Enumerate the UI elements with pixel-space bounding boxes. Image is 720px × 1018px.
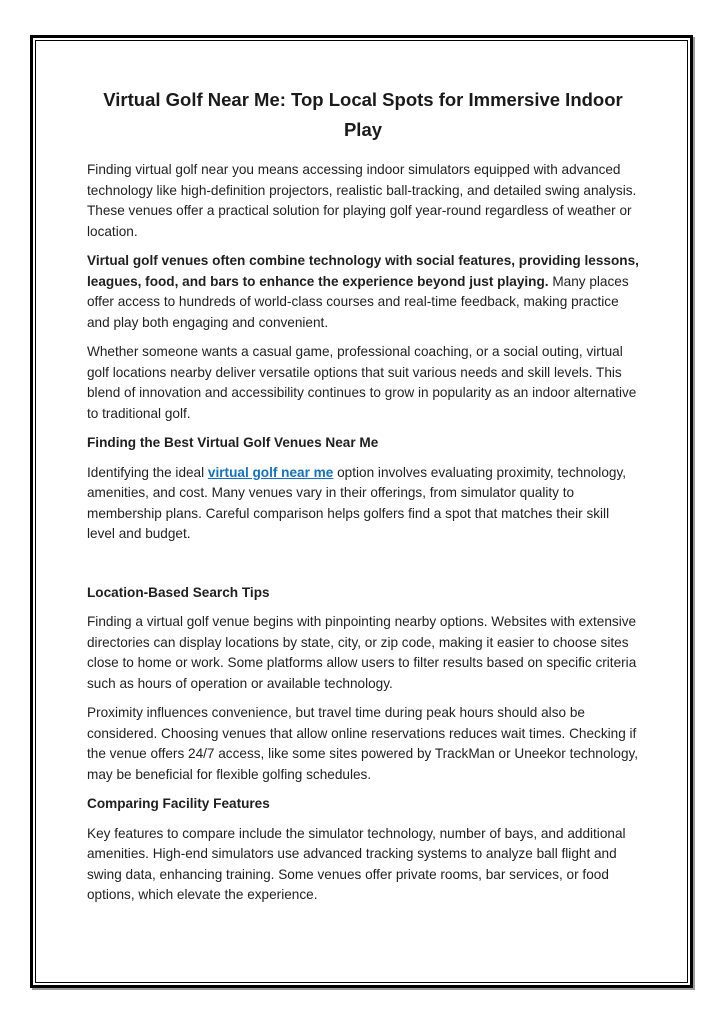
virtual-golf-near-me-link[interactable]: virtual golf near me <box>207 464 334 480</box>
blank-paragraph-spacer <box>87 554 639 580</box>
heading-location-search-tips: Location-Based Search Tips <box>87 584 270 600</box>
page-title: Virtual Golf Near Me: Top Local Spots for Immersive Indoor Play <box>103 89 623 140</box>
paragraph-identifying-ideal <box>87 463 639 545</box>
paragraph-versatile-options: Whether someone wants a casual game, professional coaching, or a social outing, virtual golf locations nearby deliver versatile options that suit various needs and skill levels. This blend of innovation and accessibility continues to grow in popularity as an indoor alternative to traditional golf. <box>87 344 637 421</box>
paragraph-proximity-convenience: Proximity influences convenience, but travel time during peak hours should also be considered. Choosing venues that allow online reservations reduces wait times. Checking if the venue offers 24/7 access, like some sites powered by TrackMan or Uneekor technology, may be beneficial for flexible golfing schedules. <box>87 705 639 782</box>
page-border-frame <box>30 35 693 988</box>
heading-finding-best-venues: Finding the Best Virtual Golf Venues Near Me <box>87 435 379 450</box>
page-border-inner <box>35 40 688 983</box>
paragraph-social-features <box>87 251 639 333</box>
paragraph-identify-lead: Identifying the ideal <box>87 464 208 480</box>
paragraph-key-features: Key features to compare include the simulator technology, number of bays, and additional amenities. High-end simulators use advanced tracking systems to analyze ball flight and swing data, enhancing training. Some venues offer private rooms, bar services, or food options, which elevate the experience. <box>87 825 626 902</box>
paragraph-identify-rest: option involves evaluating proximity, technology, amenities, and cost. Many venues vary in their offerings, from simulator quality to membership plans. Careful comparison helps golfers find a spot that matches their skill level and budget. <box>87 464 627 541</box>
paragraph-social-rest: Many places offer access to hundreds of world-class courses and real-time feedback, making practice and play both engaging and convenient. <box>87 273 629 330</box>
document-content <box>36 41 687 906</box>
paragraph-location-directories: Finding a virtual golf venue begins with pinpointing nearby options. Websites with extensive directories can display locations by state, city, or zip code, making it easier to choose sites close to home or work. Some platforms allow users to filter results based on specific criteria such as hours of operation or available technology. <box>87 614 637 691</box>
heading-comparing-facility-features: Comparing Facility Features <box>87 796 270 811</box>
paragraph-social-bold-lead: Virtual golf venues often combine technology with social features, providing lessons, leagues, food, and bars to enhance the experience beyond just playing. <box>87 253 639 289</box>
paragraph-intro: Finding virtual golf near you means accessing indoor simulators equipped with advanced technology like high-definition projectors, realistic ball-tracking, and detailed swing analysis. These venues offer a practical solution for playing golf year-round regardless of weather or location. <box>87 162 637 239</box>
